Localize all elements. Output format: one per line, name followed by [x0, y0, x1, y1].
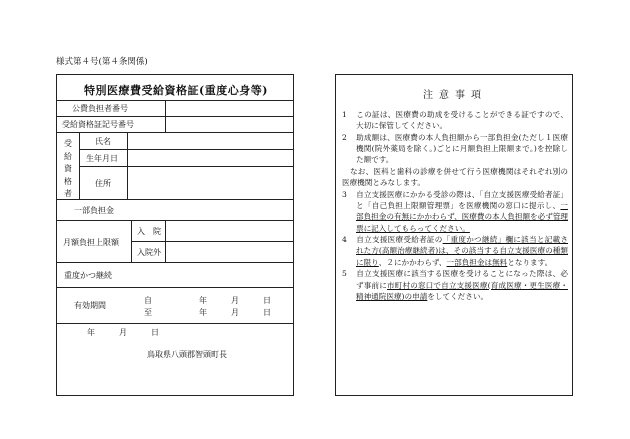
- divider: [57, 199, 293, 200]
- notice-list: [342, 109, 568, 302]
- certificate-card: [56, 74, 294, 396]
- notice-item-3: 3 自立支援医療にかかる受診の際は、「自立支援医療受給者証」と「自己負担上限額管理票」を医療機関の窓口に提示し、一部負担金の有無にかかわらず、医療費の本人負担額を必ず管理票に記入してもらってください。: [342, 189, 569, 233]
- outpatient-label: 入院外: [137, 248, 161, 257]
- notice-title: 注意事項: [423, 90, 487, 101]
- monthly-limit-label: 月額負担上限額: [63, 238, 119, 247]
- inpatient-label: 入 院: [137, 227, 161, 236]
- to-day: 日: [263, 308, 271, 317]
- birth-date-label: 生年月日: [86, 154, 118, 163]
- divider: [57, 100, 293, 101]
- to-label: 至: [144, 308, 152, 317]
- certificate-title: 特別医療費受給資格証(重度心身等): [84, 84, 268, 97]
- divider: [79, 132, 80, 199]
- issue-year: 年: [87, 328, 95, 337]
- divider: [57, 116, 293, 117]
- form-number: 様式第４号(第４条関係): [56, 57, 148, 67]
- recipient-label: 受給資格者: [64, 139, 72, 198]
- from-label: 自: [144, 296, 152, 305]
- divider: [57, 220, 293, 221]
- to-year: 年: [199, 308, 207, 317]
- notice-item-4: 4 自立支援医療受給者証の「重度かつ継続」欄に該当と記載された方(高額治療継続者)は、その該当する自立支援医療の種類に限り、２にかかわらず、一部負担金は無料となります。: [342, 235, 569, 267]
- address-label: 住所: [95, 179, 111, 188]
- notice-item-2-note: なお、医科と歯科の診療を併せて行う医療機関はそれぞれ別の医療機関とみなします。: [342, 167, 568, 188]
- name-label: 氏名: [95, 137, 111, 146]
- divider: [57, 323, 293, 324]
- divider: [131, 241, 293, 242]
- copay-label: 一部負担金: [74, 206, 114, 215]
- divider: [57, 132, 293, 133]
- divider: [79, 149, 293, 150]
- from-month: 月: [231, 296, 239, 305]
- divider: [165, 220, 166, 262]
- divider: [57, 262, 293, 263]
- from-year: 年: [199, 296, 207, 305]
- to-month: 月: [231, 308, 239, 317]
- divider: [165, 100, 166, 132]
- issuer-name: 鳥取県八頭郡智頭町長: [147, 350, 227, 359]
- notice-item-1: 1 この証は、医療費の助成を受けることができる証ですので、大切に保管してください。: [342, 110, 568, 131]
- public-payer-number-label: 公費負担者番号: [72, 104, 128, 113]
- continuing-severe-label: 重度かつ継続: [64, 271, 112, 280]
- divider: [79, 166, 293, 167]
- divider: [57, 287, 293, 288]
- divider: [131, 220, 132, 262]
- issue-day: 日: [151, 328, 159, 337]
- notice-item-2: 2 助成額は、医療費の本人負担額から一部負担金(ただし１医療機関(院外薬局を除く。)ごとに月額負担上限額まで。)を控除した額です。: [342, 132, 568, 165]
- divider: [127, 132, 128, 199]
- issue-month: 月: [119, 328, 127, 337]
- notice-item-5: 5 自立支援医療に該当する医療を受けることになった際は、必ず事前に市町村の窓口で自立支援医療(育成医療・更生医療・精神通院医療)の申請をしてください。: [342, 269, 568, 301]
- from-day: 日: [263, 296, 271, 305]
- validity-period-label: 有効期間: [74, 301, 106, 310]
- recipient-number-label: 受給資格証記号番号: [62, 120, 134, 129]
- notice-card: [335, 74, 573, 396]
